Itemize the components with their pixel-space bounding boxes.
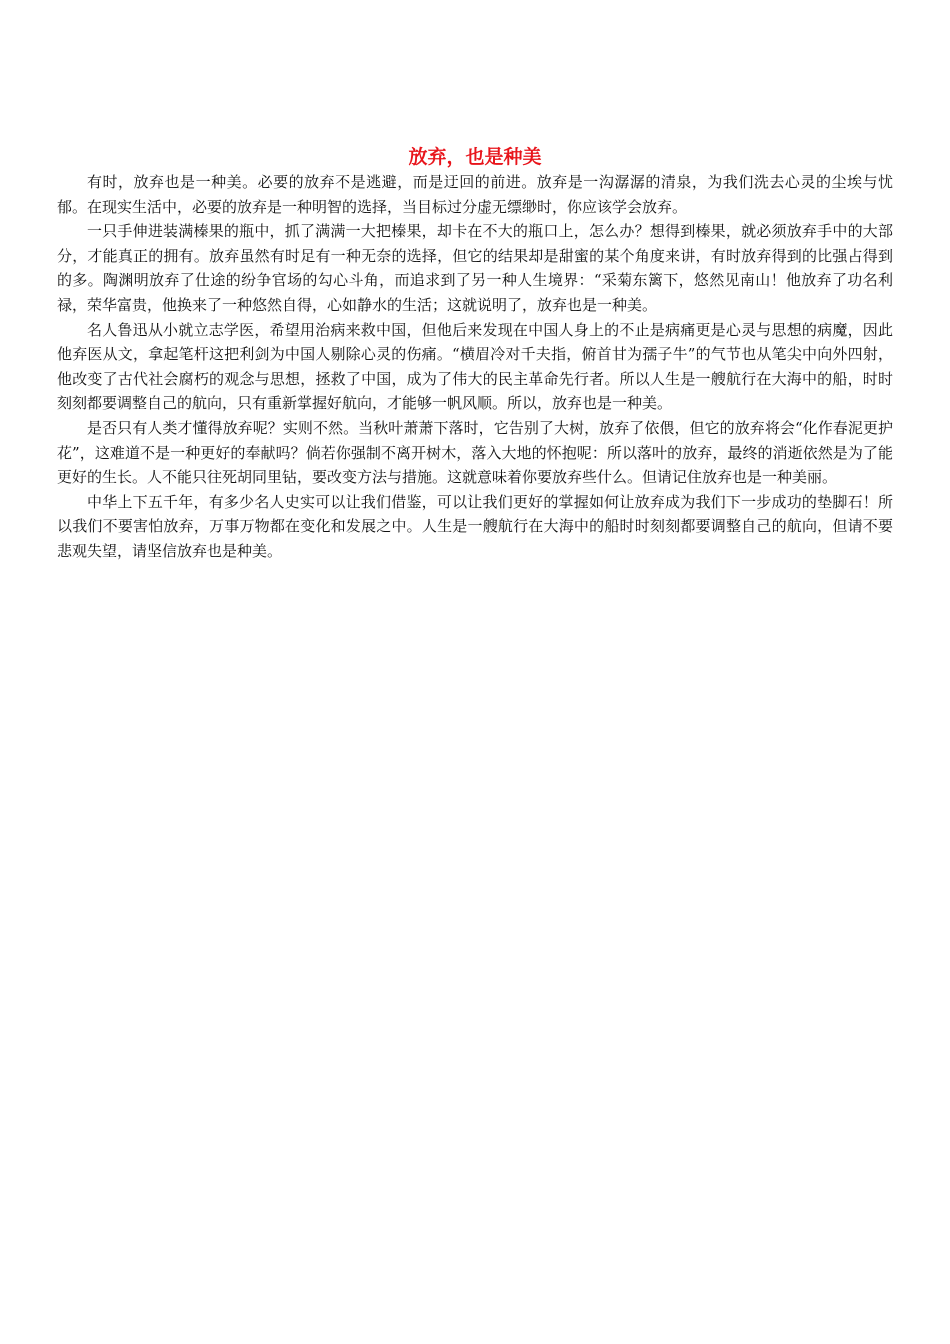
paragraph: 名人鲁迅从小就立志学医，希望用治病来救中国，但他后来发现在中国人身上的不止是病痛更是心灵与思想的病魔，因此他弃医从文，拿起笔杆这把利剑为中国人剔除心灵的伤痛。“横眉冷对千夫指，俯首甘为孺子牛”的气节也从笔尖中向外四射，他改变了古代社会腐朽的观念与思想，拯救了中国，成为了伟大的民主革命先行者。所以人生是一艘航行在大海中的船，时时刻刻都要调整自己的航向，只有重新掌握好航向，才能够一帆风顺。所以，放弃也是一种美。: [57, 320, 893, 413]
paragraph: 一只手伸进装满榛果的瓶中，抓了满满一大把榛果，却卡在不大的瓶口上，怎么办？想得到榛果，就必须放弃手中的大部分，才能真正的拥有。放弃虽然有时足有一种无奈的选择，但它的结果却是甜蜜的某个角度来讲，有时放弃得到的比强占得到的多。陶渊明放弃了仕途的纷争官场的勾心斗角，而追求到了另一种人生境界：“采菊东篱下，悠然见南山！他放弃了功名利禄，荣华富贵，他换来了一种悠然自得，心如静水的生活；这就说明了，放弃也是一种美。: [57, 222, 893, 314]
document-body: [57, 170, 893, 564]
document-title: 放弃，也是种美: [408, 146, 542, 168]
paragraph: 有时，放弃也是一种美。必要的放弃不是逃避，而是迂回的前进。放弃是一沟潺潺的清泉，为我们洗去心灵的尘埃与忧郁。在现实生活中，必要的放弃是一种明智的选择，当目标过分虚无缥缈时，你应该学会放弃。: [57, 173, 893, 216]
paragraph: 中华上下五千年，有多少名人史实可以让我们借鉴，可以让我们更好的掌握如何让放弃成为我们下一步成功的垫脚石！所以我们不要害怕放弃，万事万物都在变化和发展之中。人生是一艘航行在大海中的船时时刻刻都要调整自己的航向，但请不要悲观失望，请坚信放弃也是种美。: [57, 492, 893, 560]
paragraph: 是否只有人类才懂得放弃呢？实则不然。当秋叶萧萧下落时，它告别了大树，放弃了依偎，但它的放弃将会“化作春泥更护花”，这难道不是一种更好的奉献吗？倘若你强制不离开树木，落入大地的怀抱呢：所以落叶的放弃，最终的消逝依然是为了能更好的生长。人不能只往死胡同里钻，要改变方法与措施。这就意味着你要放弃些什么。但请记住放弃也是一种美丽。: [57, 418, 893, 487]
